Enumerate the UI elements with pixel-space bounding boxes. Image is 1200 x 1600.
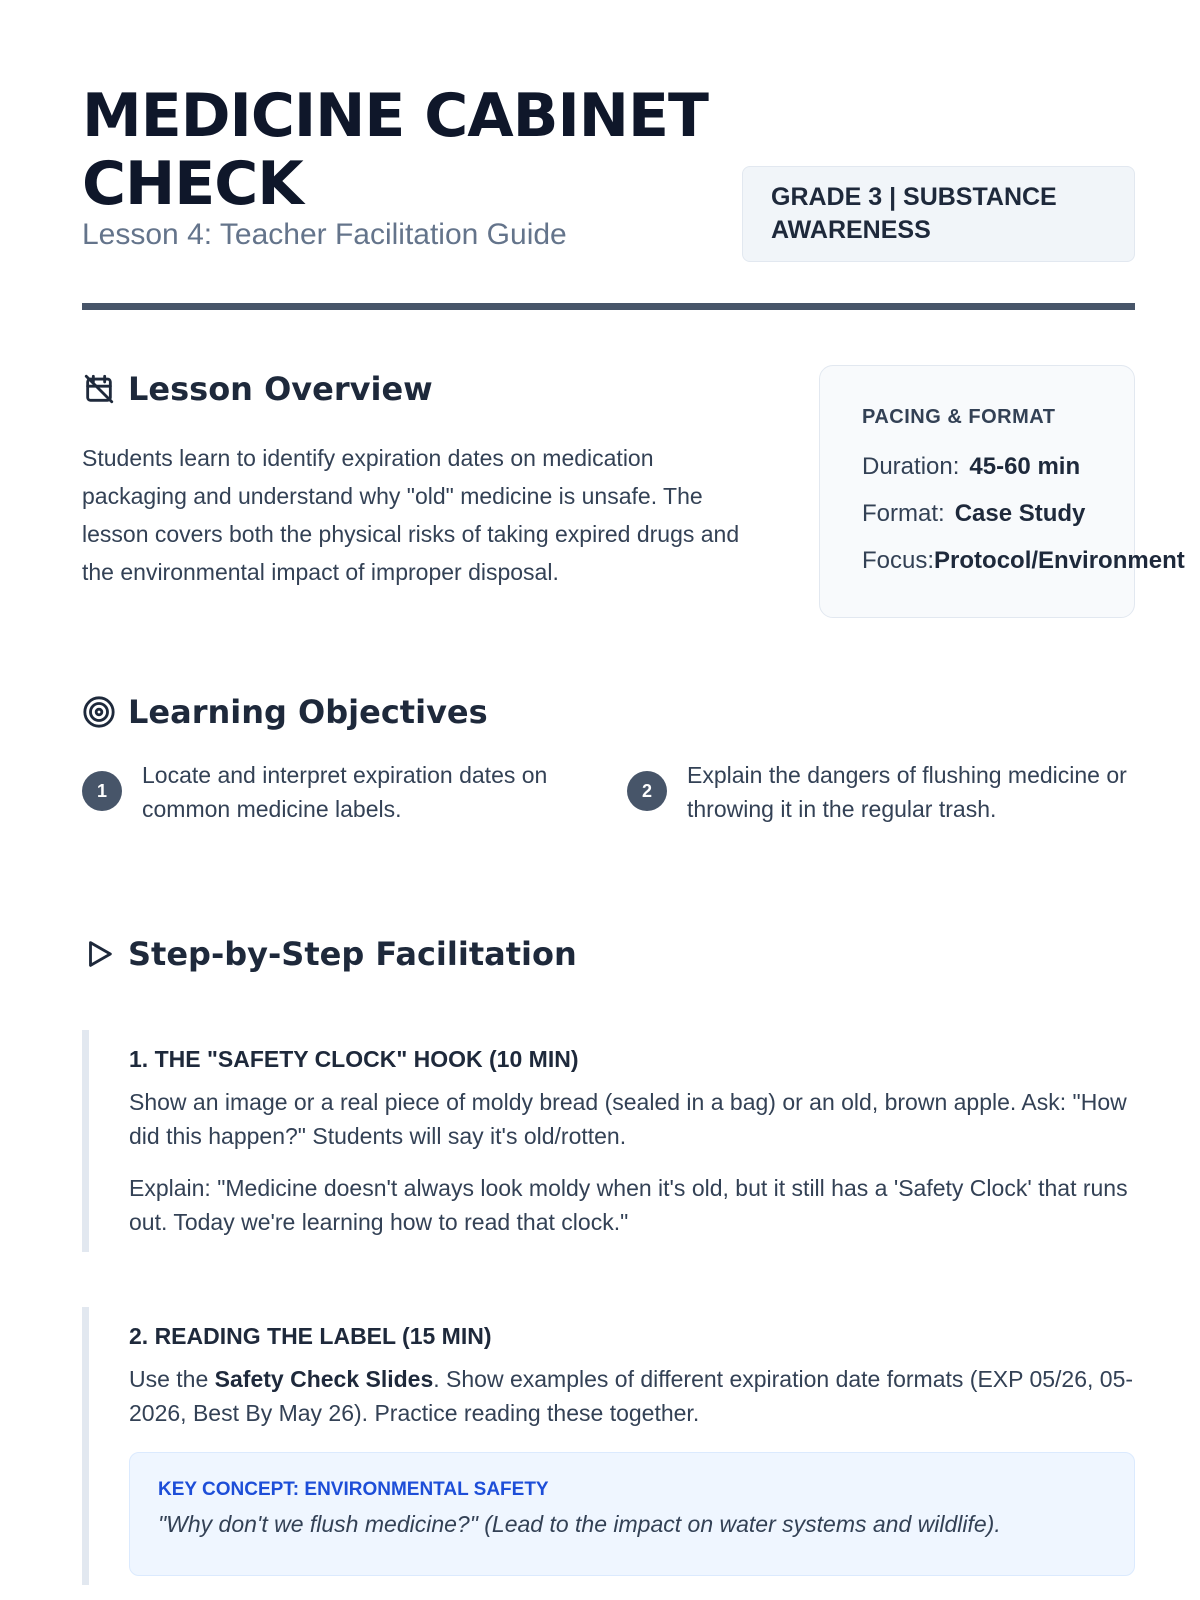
overview-heading-label: Lesson Overview bbox=[128, 370, 433, 408]
objective-text: Explain the dangers of flushing medicine or throwing it in the regular trash. bbox=[687, 762, 1127, 822]
format-label: Format: bbox=[862, 500, 945, 527]
overview-heading bbox=[82, 370, 433, 408]
target-icon bbox=[82, 695, 116, 729]
pacing-focus bbox=[862, 537, 1185, 584]
format-value: Case Study bbox=[954, 500, 1086, 527]
key-concept-title: KEY CONCEPT: ENVIRONMENTAL SAFETY bbox=[158, 1479, 549, 1500]
step-title: 2. READING THE LABEL (15 MIN) bbox=[129, 1323, 492, 1349]
pacing-card bbox=[819, 365, 1185, 618]
header-divider bbox=[82, 303, 1135, 310]
objective-item-1 bbox=[82, 758, 602, 826]
duration-value: 45-60 min bbox=[969, 453, 1081, 480]
objectives-heading-label: Learning Objectives bbox=[128, 693, 488, 731]
key-concept-quote: "Why don't we flush medicine?" (Lead to the impact on water systems and wildlife). bbox=[158, 1511, 1001, 1537]
objective-number: 1 bbox=[82, 771, 122, 811]
step-paragraph: Explain: "Medicine doesn't always look moldy when it's old, but it still has a 'Safety Clock' that runs out. Today we're learning how to read that clock." bbox=[129, 1175, 1128, 1235]
key-concept-callout bbox=[129, 1452, 1135, 1576]
facilitation-heading bbox=[82, 935, 577, 973]
step-paragraph: Show an image or a real piece of moldy bread (sealed in a bag) or an old, brown apple. Ask: "How did this happen?" Students will say it's old/rotten. bbox=[129, 1089, 1127, 1149]
overview-text: Students learn to identify expiration dates on medication packaging and understand why "old" medicine is unsafe. The lesson covers both the physical risks of taking expired drugs and the environmental impact of improper disposal. bbox=[82, 445, 740, 585]
objectives-heading bbox=[82, 693, 488, 731]
objective-item-2 bbox=[627, 758, 1135, 826]
pacing-duration bbox=[862, 443, 1134, 490]
lesson-guide-page bbox=[82, 0, 1185, 1600]
page-subtitle: Lesson 4: Teacher Facilitation Guide bbox=[82, 218, 567, 251]
step-2 bbox=[82, 1307, 1135, 1585]
step-paragraph bbox=[129, 1362, 1135, 1430]
objective-number: 2 bbox=[627, 771, 667, 811]
facilitation-heading-label: Step-by-Step Facilitation bbox=[128, 935, 577, 973]
step-text: Use the bbox=[129, 1366, 215, 1392]
calendar-off-icon bbox=[82, 372, 116, 406]
step-title: 1. THE "SAFETY CLOCK" HOOK (10 MIN) bbox=[129, 1046, 579, 1072]
duration-label: Duration: bbox=[862, 453, 960, 480]
safety-check-slides-text: Safety Check Slides bbox=[214, 1366, 434, 1392]
pacing-title: PACING & FORMAT bbox=[862, 406, 1056, 428]
pacing-format bbox=[862, 490, 1134, 537]
objective-text: Locate and interpret expiration dates on common medicine labels. bbox=[142, 762, 548, 822]
step-1 bbox=[82, 1030, 1135, 1252]
play-icon bbox=[82, 937, 116, 971]
step-text: . Show examples of different expiration date formats (EXP 05/26, 05-2026, Best By May 26). Practice reading these together. bbox=[129, 1366, 1134, 1426]
grade-badge: GRADE 3 | SUBSTANCE AWARENESS bbox=[742, 166, 1135, 262]
focus-value: Protocol/Environment bbox=[934, 547, 1185, 574]
focus-label: Focus: bbox=[862, 547, 935, 574]
page-title: MEDICINE CABINET CHECK bbox=[82, 81, 708, 219]
